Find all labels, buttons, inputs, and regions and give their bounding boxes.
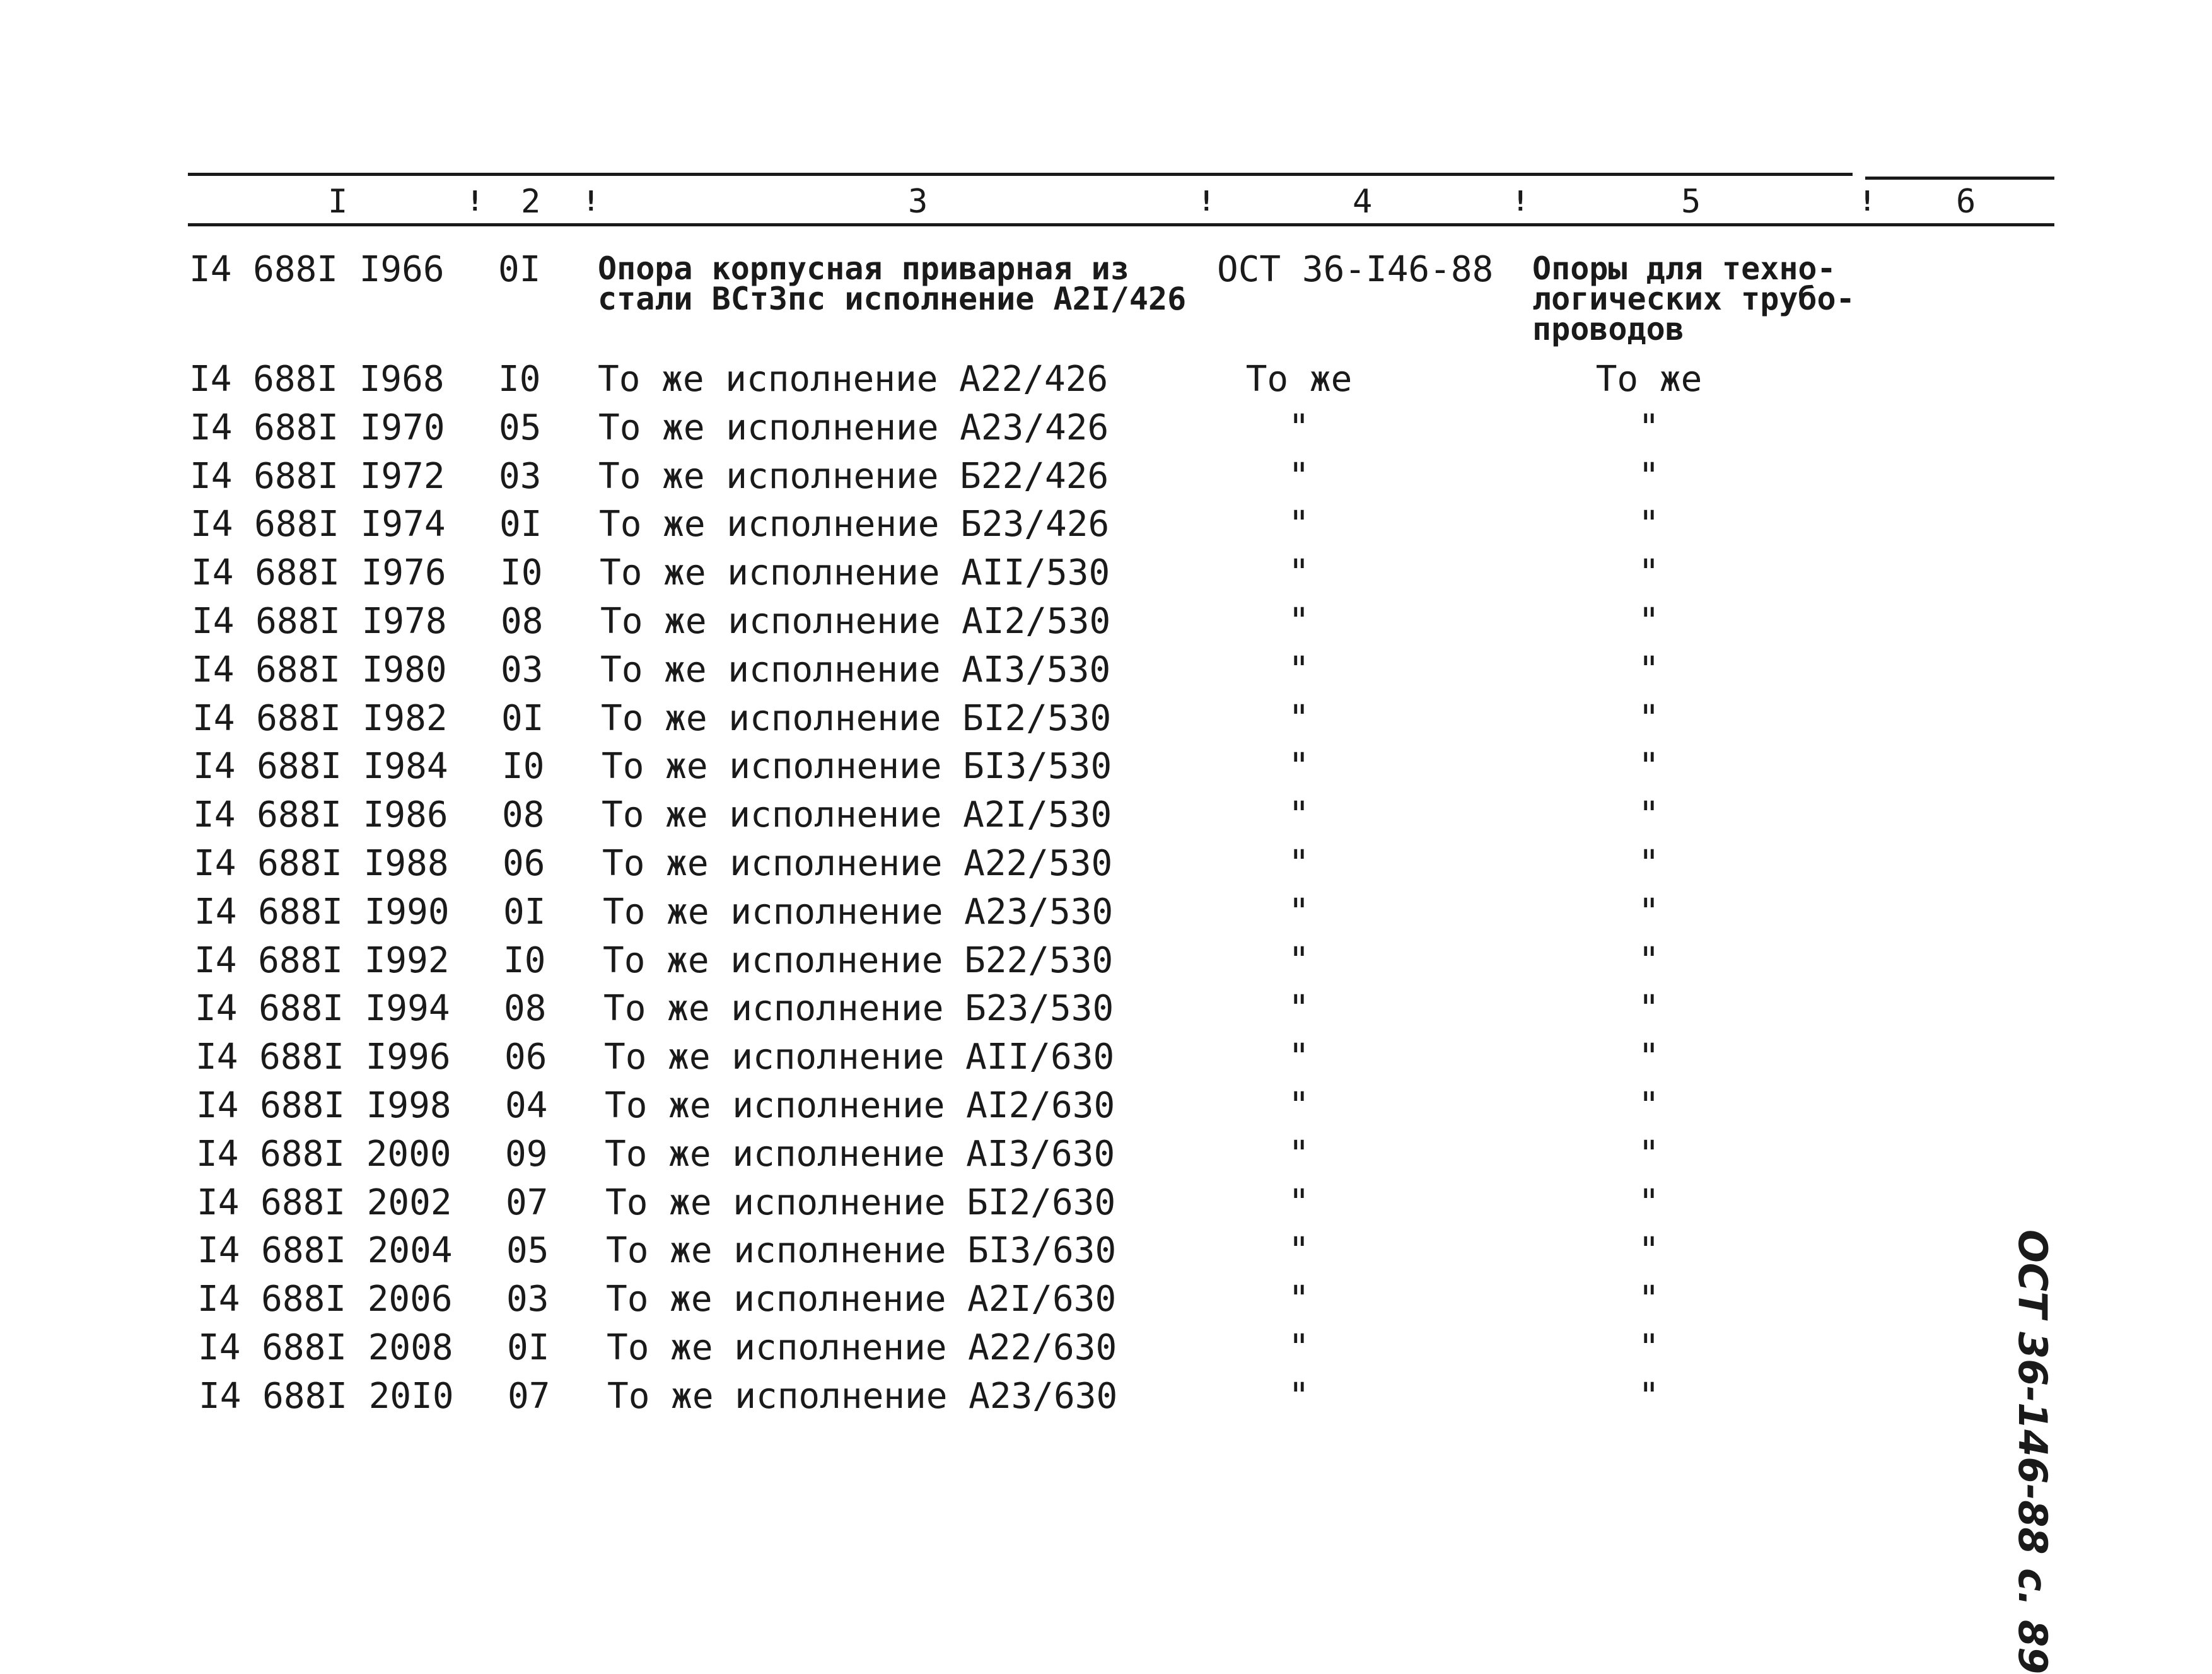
row-code: I4 688I I996 bbox=[195, 1037, 451, 1078]
row-note: " bbox=[1638, 552, 1660, 593]
row-name: То же исполнение А23/530 bbox=[603, 892, 1114, 933]
row-doc: " bbox=[1288, 407, 1310, 448]
row-code: I4 688I I970 bbox=[190, 407, 445, 448]
row-qty: 07 bbox=[506, 1182, 549, 1223]
header-col-2: 2 bbox=[521, 183, 541, 221]
row-code: I4 688I I988 bbox=[194, 843, 449, 884]
row-note: " bbox=[1638, 746, 1660, 787]
row-doc: " bbox=[1288, 1376, 1310, 1417]
row-doc: " bbox=[1288, 940, 1310, 981]
row-doc: " bbox=[1288, 746, 1310, 787]
row-name: То же исполнение АI2/530 bbox=[600, 601, 1111, 642]
row-doc: " bbox=[1288, 456, 1310, 497]
row-note: " bbox=[1638, 601, 1660, 642]
row-qty: I0 bbox=[502, 746, 545, 787]
header-separator: ! bbox=[1512, 185, 1529, 218]
row-doc: " bbox=[1288, 1037, 1310, 1078]
row-code: I4 688I I990 bbox=[194, 892, 450, 933]
row-name: То же исполнение БI2/630 bbox=[605, 1182, 1116, 1223]
row-name: То же исполнение А2I/530 bbox=[602, 794, 1112, 835]
header-bottom-rule bbox=[188, 223, 2054, 226]
row-name: То же исполнение АI2/630 bbox=[605, 1085, 1115, 1126]
row-code: I4 688I I968 bbox=[189, 359, 445, 400]
row-doc: " bbox=[1288, 1182, 1310, 1223]
row-doc: " bbox=[1288, 1230, 1310, 1271]
row-code: I4 688I 2000 bbox=[196, 1134, 451, 1175]
row-code: I4 688I 2004 bbox=[197, 1230, 453, 1271]
header-col-3: 3 bbox=[908, 183, 928, 221]
row-note: " bbox=[1638, 1279, 1660, 1320]
row-note: Опоры для техно- логических трубо- проводов bbox=[1532, 250, 1855, 347]
row-note: " bbox=[1638, 1085, 1660, 1126]
row-code: I4 688I I972 bbox=[190, 456, 445, 497]
header-col-5: 5 bbox=[1681, 183, 1701, 221]
row-note: " bbox=[1638, 843, 1660, 884]
row-note: " bbox=[1638, 1327, 1660, 1368]
row-doc: " bbox=[1288, 504, 1310, 545]
row-name: То же исполнение А23/426 bbox=[598, 407, 1109, 448]
row-note: То же bbox=[1595, 359, 1703, 400]
row-doc: То же bbox=[1245, 359, 1353, 400]
row-code: I4 688I I966 bbox=[189, 249, 445, 290]
row-note: " bbox=[1638, 1376, 1660, 1417]
row-note: " bbox=[1638, 794, 1660, 835]
row-qty: 0I bbox=[507, 1327, 550, 1368]
row-qty: 0I bbox=[499, 504, 542, 545]
row-qty: 08 bbox=[501, 601, 544, 642]
row-name: То же исполнение Б22/530 bbox=[603, 940, 1114, 981]
row-name: То же исполнение АII/630 bbox=[604, 1037, 1115, 1078]
header-separator: ! bbox=[583, 185, 600, 218]
row-doc: " bbox=[1288, 794, 1310, 835]
row-qty: 05 bbox=[499, 407, 542, 448]
row-code: I4 688I I984 bbox=[193, 746, 448, 787]
row-name: То же исполнение А23/630 bbox=[607, 1376, 1118, 1417]
row-note: " bbox=[1638, 988, 1660, 1029]
row-code: I4 688I I994 bbox=[195, 988, 450, 1029]
row-name: То же исполнение АII/530 bbox=[600, 552, 1110, 593]
row-note: " bbox=[1638, 1230, 1660, 1271]
row-note: " bbox=[1638, 649, 1660, 690]
row-name: То же исполнение А22/630 bbox=[607, 1327, 1117, 1368]
row-qty: 06 bbox=[503, 843, 545, 884]
row-code: I4 688I I976 bbox=[191, 552, 446, 593]
row-qty: 0I bbox=[503, 892, 546, 933]
header-separator: ! bbox=[467, 185, 484, 218]
row-code: I4 688I I974 bbox=[190, 504, 446, 545]
row-qty: 08 bbox=[504, 988, 547, 1029]
header-separator: ! bbox=[1198, 185, 1215, 218]
row-code: I4 688I 2006 bbox=[197, 1279, 453, 1320]
row-qty: 03 bbox=[499, 456, 542, 497]
row-qty: 04 bbox=[505, 1085, 548, 1126]
row-qty: I0 bbox=[500, 552, 543, 593]
header-top-rule bbox=[188, 173, 1853, 176]
row-doc: " bbox=[1288, 649, 1310, 690]
row-doc: " bbox=[1288, 552, 1310, 593]
row-qty: 09 bbox=[505, 1134, 548, 1175]
row-doc: " bbox=[1288, 1327, 1310, 1368]
row-doc: " bbox=[1288, 1134, 1310, 1175]
row-name: То же исполнение А2I/630 bbox=[606, 1279, 1117, 1320]
row-qty: 07 bbox=[508, 1376, 550, 1417]
row-qty: 08 bbox=[502, 794, 545, 835]
row-name: То же исполнение БI3/530 bbox=[602, 746, 1112, 787]
row-doc: " bbox=[1288, 892, 1310, 933]
margin-note: ОСТ 36-146-88 с. 89 bbox=[2010, 1229, 2056, 1674]
row-note: " bbox=[1638, 940, 1660, 981]
row-doc: ОСТ 36-I46-88 bbox=[1217, 249, 1494, 290]
row-code: I4 688I 2002 bbox=[197, 1182, 452, 1223]
row-doc: " bbox=[1288, 1279, 1310, 1320]
header-separator: ! bbox=[1859, 185, 1876, 218]
row-code: I4 688I I986 bbox=[193, 794, 448, 835]
row-name: То же исполнение АI3/630 bbox=[605, 1134, 1115, 1175]
row-qty: 03 bbox=[506, 1279, 549, 1320]
row-doc: " bbox=[1288, 988, 1310, 1029]
row-name: То же исполнение Б23/426 bbox=[599, 504, 1110, 545]
row-doc: " bbox=[1288, 843, 1310, 884]
row-note: " bbox=[1638, 892, 1660, 933]
row-note: " bbox=[1638, 407, 1660, 448]
row-qty: 05 bbox=[506, 1230, 549, 1271]
row-name: То же исполнение БI3/630 bbox=[606, 1230, 1117, 1271]
header-col-4: 4 bbox=[1353, 183, 1373, 221]
row-note: " bbox=[1638, 1037, 1660, 1078]
row-qty: 03 bbox=[501, 649, 544, 690]
row-code: I4 688I 2008 bbox=[198, 1327, 453, 1368]
row-doc: " bbox=[1288, 601, 1310, 642]
row-note: " bbox=[1638, 1134, 1660, 1175]
row-code: I4 688I I992 bbox=[194, 940, 450, 981]
row-name: То же исполнение А22/426 bbox=[598, 359, 1109, 400]
row-name: Опора корпусная приварная из стали ВСт3пс исполнение А2I/426 bbox=[598, 250, 1187, 317]
row-name: То же исполнение Б22/426 bbox=[598, 456, 1109, 497]
row-code: I4 688I I978 bbox=[192, 601, 447, 642]
row-name: То же исполнение АI3/530 bbox=[600, 649, 1111, 690]
row-qty: 0I bbox=[501, 698, 544, 739]
row-name: То же исполнение А22/530 bbox=[602, 843, 1113, 884]
row-code: I4 688I I980 bbox=[192, 649, 447, 690]
row-doc: " bbox=[1288, 698, 1310, 739]
row-qty: I0 bbox=[503, 940, 546, 981]
header-col-1: I bbox=[328, 183, 348, 221]
row-qty: 0I bbox=[498, 249, 541, 290]
row-qty: I0 bbox=[498, 359, 541, 400]
row-code: I4 688I I998 bbox=[196, 1085, 451, 1126]
row-note: " bbox=[1638, 1182, 1660, 1223]
row-code: I4 688I 20I0 bbox=[199, 1376, 454, 1417]
row-qty: 06 bbox=[504, 1037, 547, 1078]
row-note: " bbox=[1638, 456, 1660, 497]
header-col-6: 6 bbox=[1956, 183, 1976, 221]
header-top-rule-right bbox=[1865, 177, 2054, 180]
row-name: То же исполнение БI2/530 bbox=[601, 698, 1112, 739]
row-name: То же исполнение Б23/530 bbox=[603, 988, 1114, 1029]
row-code: I4 688I I982 bbox=[192, 698, 448, 739]
row-note: " bbox=[1638, 504, 1660, 545]
row-note: " bbox=[1638, 698, 1660, 739]
row-doc: " bbox=[1288, 1085, 1310, 1126]
